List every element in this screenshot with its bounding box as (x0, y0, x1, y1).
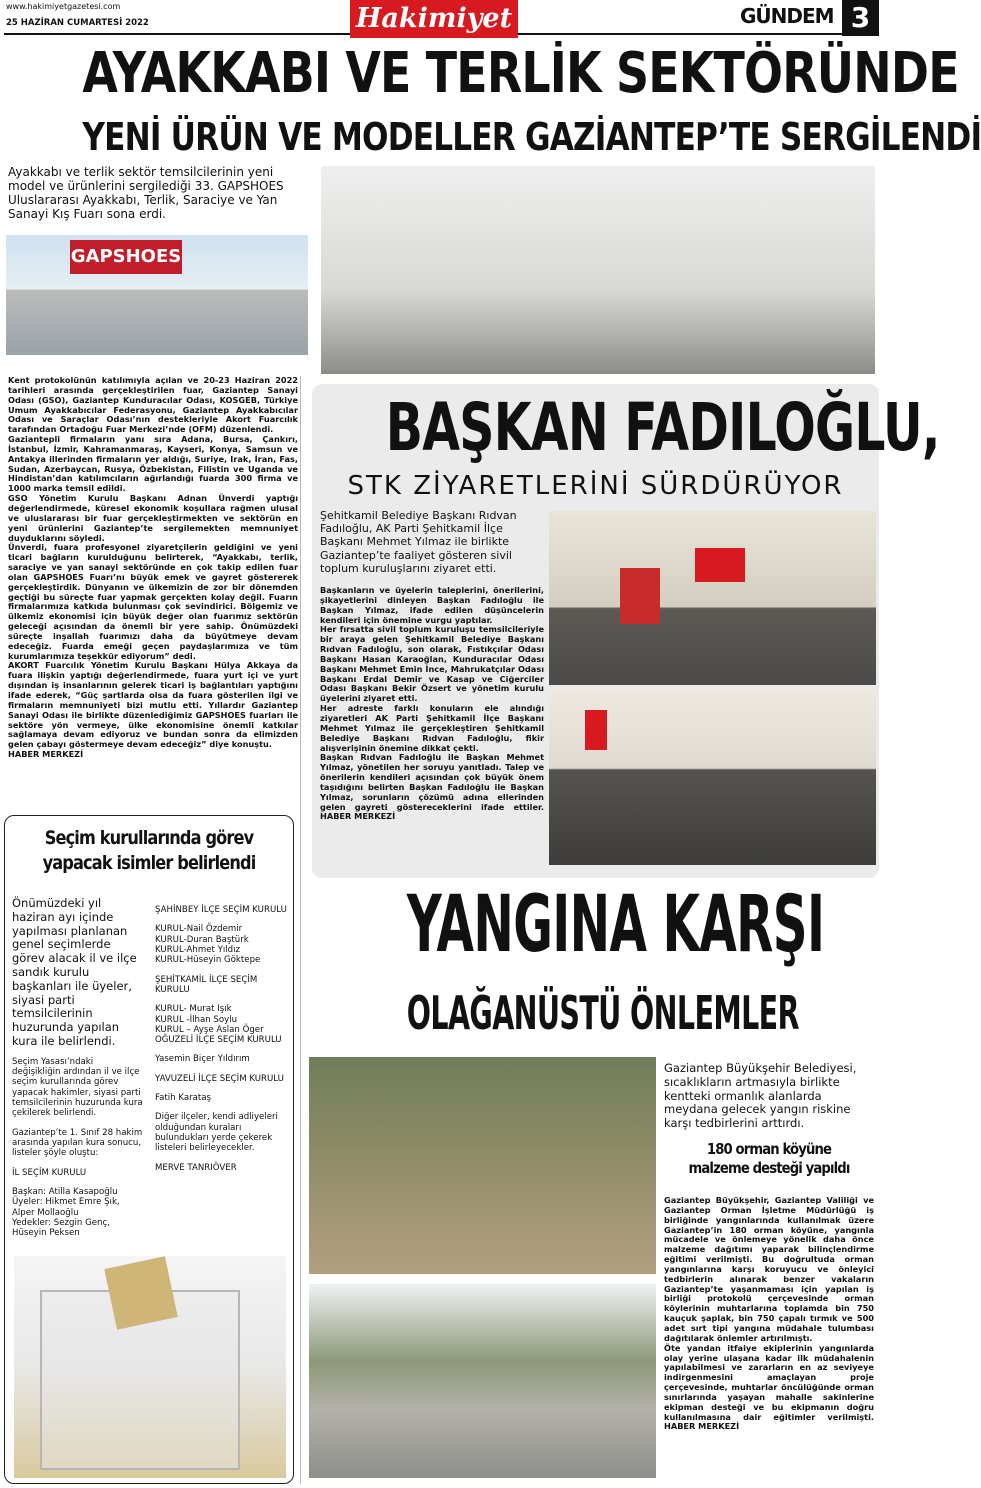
article1-paragraph: GSO Yönetim Kurulu Başkanı Adnan Ünverdi yaptığı değerlendirmede, küresel ekonomik koşullara rağmen ulusal ve uluslararası bir fuar gerçekleştirmekten ve sektörün en yeni ürünlerini Gaziantep’te sergilemekten memnuniyet duyduklarını söyledi. (8, 493, 298, 543)
article3-members: KURUL- Murat Işık KURUL -İlhan Soylu KURUL – Ayşe Aslan Öger OĞUZELİ İLÇE SEÇİM KURULU (155, 1004, 282, 1046)
article1-body (8, 376, 298, 760)
newspaper-logo: Hakimiyet (350, 0, 518, 38)
article2-subheadline: STK ZİYARETLERİNİ SÜRDÜRÜYOR (347, 471, 844, 501)
article3-byline: MERVE TANRIÖVER (155, 1162, 237, 1173)
article2-paragraph: Her adreste farklı konuların ele alındığı ziyaretleri AK Parti Şehitkamil İlçe Başkanı Mehmet Yılmaz ile gerçekleştiren Şehitkamil Belediye Başkanı Rıdvan Fadıloğlu, fikir alışverişinin önemine dikkat çekti. (320, 703, 544, 753)
fair-sign: GAPSHOES (70, 240, 182, 274)
article2-paragraph: Başkan Rıdvan Fadıloğlu ile Başkan Mehmet Yılmaz, yönetilen her soruyu yanıtladı. Talep ve önerilerin kendileri açısından çok büyük önem taşıdığını belirten Başkan Fadıloğlu ile Başkan Yılmaz, sorunların çözümü adına ellerinden gelen gayreti göstereceklerini ifade ettiler. HABER MERKEZİ (320, 752, 544, 822)
article3-headline: Seçim kurullarında görev yapacak isimler belirlendi (42, 827, 256, 874)
article1-headline-line2: YENİ ÜRÜN VE MODELLER GAZİANTEP’TE SERGİLENDİ (82, 115, 981, 159)
article3-members: KURUL-Nail Özdemir KURUL-Duran Baştürk KURUL-Ahmet Yıldız KURUL-Hüseyin Göktepe (155, 924, 261, 966)
roadside-workers-photo (309, 1284, 656, 1478)
article4-lead: Gaziantep Büyükşehir Belediyesi, sıcaklıkların artmasıyla birlikte kentteki ormanlık alanlarda meydana gelecek yangın riskine karşı tedbirlerini arttırdı. (664, 1061, 857, 1131)
article4-headline-line1: YANGINA KARŞI (406, 880, 825, 970)
article3-paragraph: Gaziantep’te 1. Sınıf 28 hakim arasında yapılan kura sonucu, listeler şöyle oluştu: (12, 1127, 143, 1159)
column-rule (300, 376, 301, 1484)
article1-byline: HABER MERKEZİ (8, 749, 84, 760)
site-url: www.hakimiyetgazetesi.com (6, 2, 121, 11)
article4-headline-line2: OLAĞANÜSTÜ ÖNLEMLER (406, 986, 799, 1040)
article1-paragraph: Kent protokolünün katılımıyla açılan ve 20-23 Haziran 2022 tarihleri arasında gerçekleştirilen fuar, Gaziantep Sanayi Odası (GSO), Gaziantep Kunduracılar Odası, KOSGEB, Türkiye Umum Ayakkabıcılar Federasyonu, Gaziantep Ayakkabıcılar Odası ve Saraçlar Odası’nın destekleriyle Akort Fuarcılık tarafından Ortadoğu Fuar Merkezi’nde (OFM) düzenlendi. (8, 375, 298, 435)
article2-paragraph: Her fırsatta sivil toplum kuruluşu temsilcileriyle bir araya gelen Şehitkamil Belediye Başkanı Rıdvan Fadıloğlu, son olarak, Fıstıkçılar Odası Başkanı Hasan Karaoğlan, Kunduracılar Odası Başkanı Mehmet Emin İnce, Mahrukatçılar Odası Başkanı Erdal Demir ve Kasap ve Ciğerciler Odası Başkanı Bekir Özsert ve yönetim kurulu üyelerini ziyaret etti. (320, 624, 544, 704)
meeting-photo-1 (549, 511, 876, 685)
article3-section-title: İL SEÇİM KURULU (12, 1167, 87, 1178)
article3-column-2 (155, 905, 291, 1173)
turkish-flag-icon (585, 710, 607, 750)
article1-lead: Ayakkabı ve terlik sektör temsilcilerinin yeni model ve ürünlerini sergilediği 33. GAPSHOES Uluslararası Ayakkabı, Terlik, Saraciye ve Yan Sanayi Kış Fuarı sona erdi. (8, 165, 284, 222)
issue-date: 25 HAZİRAN CUMARTESİ 2022 (6, 18, 149, 28)
turkish-flag-icon (695, 548, 745, 582)
article3-lead: Önümüzdeki yıl haziran ayı içinde yapılması planlanan genel seçimlerde görev alacak il ve ilçe sandık kurulu başkanları ile üyeler, siyasi parti temsilcilerinin huzurunda yapılan kura ile belirlendi. (12, 896, 137, 1048)
article3-member: Fatih Karataş (155, 1093, 212, 1104)
article4-body (664, 1196, 874, 1432)
forest-workers-photo (309, 1057, 656, 1274)
envelope-icon (104, 1256, 178, 1330)
article3-section-title: YAVUZELİ İLÇE SEÇİM KURULU (155, 1073, 284, 1084)
article3-paragraph: Diğer ilçeler, kendi adliyeleri olduğundan kuraları bulundukları yerde çekerek listeleri belirleyecekler. (155, 1112, 278, 1154)
banner-icon (620, 568, 660, 624)
article3-paragraph: Seçim Yasası’ndaki değişikliğin ardından il ve ilçe seçim kurullarında görev yapacak hakimler, siyasi parti temsilcilerinin huzurunda kura çekilerek belirlendi. (12, 1056, 143, 1119)
article3-section-title: ŞEHİTKAMİL İLÇE SEÇİM KURULU (155, 974, 258, 995)
article4-paragraph: Gaziantep Büyükşehir, Gaziantep Valiliği ve Gaziantep Orman İşletme Müdürlüğü iş birliğinde yangınlarında kullanılmak üzere Gaziantep’in 180 orman köyüne, yangınla mücadele ve önlemeye yönelik daha önce malzeme dağıtımı yaparak bilinçlendirme eğitimi verilmişti. Bu doğrultuda orman yangınlarına karşı koruyucu ve önleyici tedbirlerin alınarak benzer vakaların Gaziantep’te yaşanmaması için yapılan iş birliği protokolü çerçevesinde orman köylerinin muhtarlarına toplamda bin 750 kauçuk şaplak, bin 750 çapalı tırmık ve 500 adet sırt tipi yangına müdahale tulumbası dağıtılarak önlemler artırılmıştı. (664, 1195, 874, 1343)
article4-subheadline: 180 orman köyüne malzeme desteği yapıldı (688, 1140, 850, 1177)
article3-member: Yasemin Biçer Yıldırım (155, 1054, 250, 1065)
article1-paragraph: Ünverdi, fuara profesyonel ziyaretçilerin geldiğini ve yeni ticari bağların kurulduğunu belirterek, “Ayakkabı, terlik, saraciye ve yan sanayi sektöründe en çok takip edilen fuar olan GAPSHOES Fuarı’nı büyük emek ve gayret göstererek gerçekleştirdik. Dünyanın ve ülkemizin de zor bir dönemden geçtiği bu süreçte fuar yapmak gerçekten kolay değil. Fuarın firmalarımıza katkıda bulunması çok sevindirici. Bölgemiz ve ülkemiz ekonomisi için büyük değer olan fuarımız sektörün geleceği açısından da önemli bir yere sahip. Önümüzdeki süreçte inşallah fuarımızı daha da büyütmeye devam edeceğiz. Fuarda emeği geçen paydaşlarımıza ve tüm kurumlarımıza teşekkür ediyorum” dedi. (8, 542, 298, 661)
page-number: 3 (842, 0, 879, 36)
article4-paragraph: Öte yandan itfaiye ekiplerinin yangınlarda olay yerine ulaşana kadar ilk müdahalenin yapılabilmesi ve zararların en az seviyeye indirgenmesini amaçlayan proje çerçevesinde, muhtarlar öncülüğünde orman sınırlarında yaşayan mahalle sakinlerine ekipman desteği ve bu ekipmanın doğru kullanılmasına dair eğitimler verilmişti. HABER MERKEZİ (664, 1342, 874, 1432)
article2-lead: Şehitkamil Belediye Başkanı Rıdvan Fadıloğlu, AK Parti Şehitkamil İlçe Başkanı Mehmet Yılmaz ile birlikte Gaziantep’te faaliyet gösteren sivil toplum kuruluşlarını ziyaret etti. (320, 509, 517, 575)
group-photo (321, 166, 875, 374)
article1-headline-line1: AYAKKABI VE TERLİK SEKTÖRÜNDE (82, 41, 959, 106)
article2-headline: BAŞKAN FADILOĞLU, (385, 389, 940, 466)
section-name: GÜNDEM (740, 4, 834, 28)
article1-paragraph: AKORT Fuarcılık Yönetim Kurulu Başkanı Hülya Akkaya da fuara ilişkin yaptığı değerlendirmede, fuara yurt içi ve yurt dışından iş insanlarının gelerek ticari iş bağlantıları yaptığını ifade ederek, “Güç şartlarda olsa da fuara gösterilen ilgi ve firmaların memnuniyeti bizi mutlu etti. Yıllardır Gaziantep Sanayi Odası ile birlikte düzenlediğimiz GAPSHOES fuarları ile sektöre yön vermeye, ülke ekonomisine önemli katkılar sağlamaya devam ediyoruz ve bundan sonra da elimizden gelen çabayı göstermeye devam edeceğiz” diye konuştu. (8, 660, 298, 750)
article2-paragraph: Başkanların ve üyelerin taleplerini, önerilerini, şikayetlerini dinleyen Başkan Fadıloğlu ile Başkan Yılmaz, ifade edilen düşüncelerin kendileri için önemine vurgu yaptılar. (320, 585, 544, 625)
article3-column-1 (12, 897, 144, 1238)
article3-section-title: ŞAHİNBEY İLÇE SEÇİM KURULU (155, 905, 287, 915)
article2-body (320, 586, 544, 822)
article3-members: Başkan: Atilla Kasapoğlu Üyeler: Hikmet Emre Şık, Alper Mollaoğlu Yedekler: Sezgin Genç, Hüseyin Peksen (12, 1186, 120, 1239)
article1-paragraph: Gaziantepli firmaların yanı sıra Adana, Bursa, Çankırı, İstanbul, İzmir, Kahramanmaraş, Kayseri, Konya, Samsun ve Antakya illerinden firmaların yer aldığı, Suriye, Irak, İran, Fas, Sudan, Azerbaycan, Rusya, Özbekistan, Filistin ve Uganda ve Hindistan’dan katılımcıların ağırlandığı fuarda 300 firma ve 1000 marka temsil edildi. (8, 434, 298, 494)
